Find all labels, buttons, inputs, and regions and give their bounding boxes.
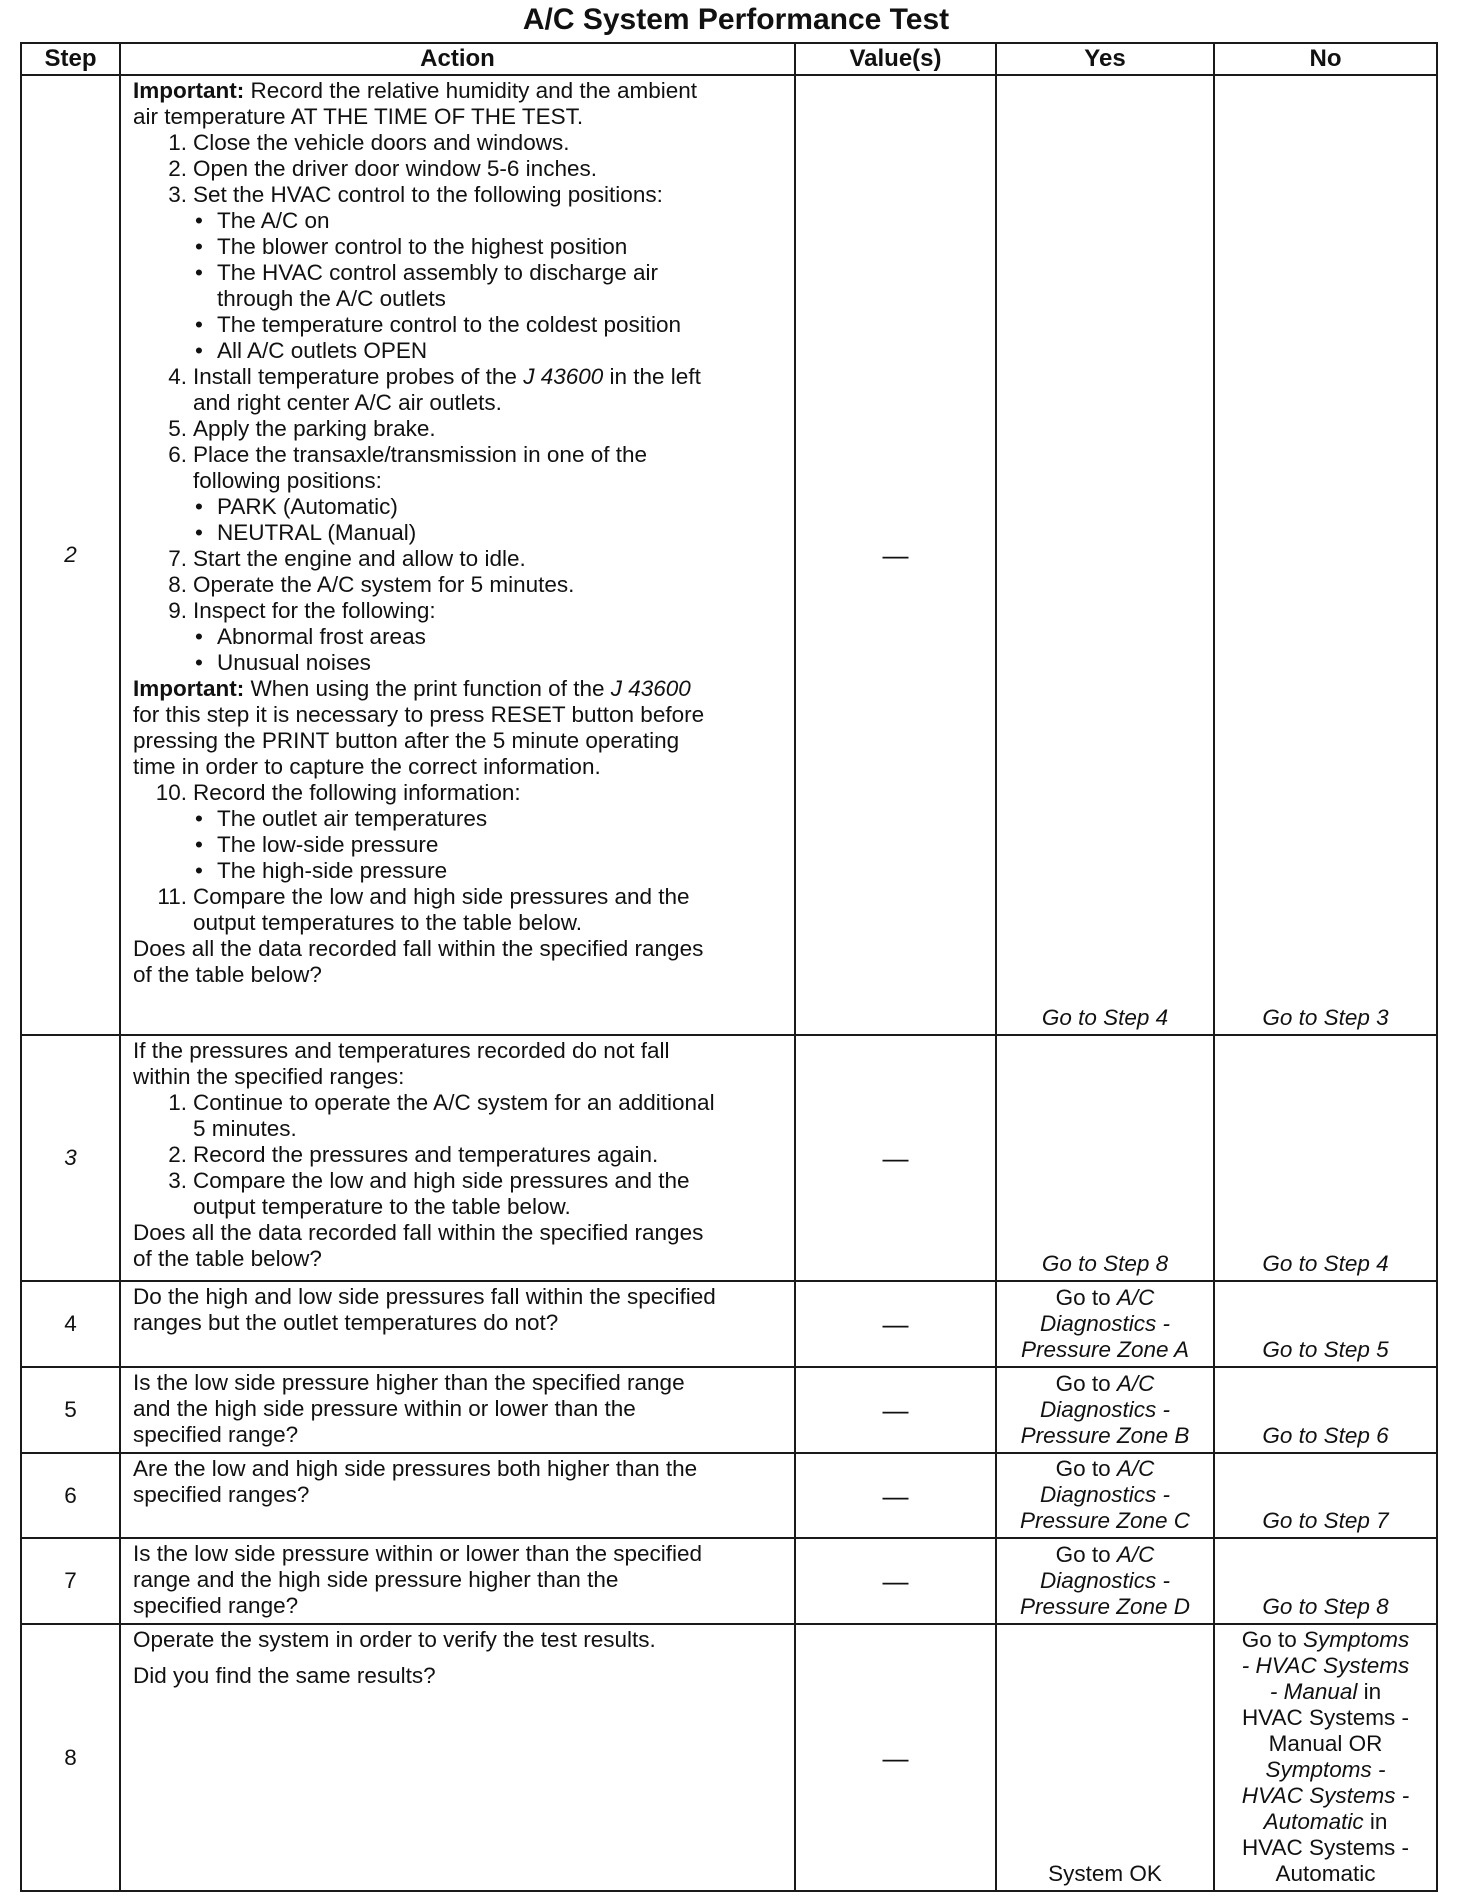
step-value: — — [795, 1538, 996, 1624]
step-number: 7 — [21, 1538, 120, 1624]
yes-result: Go to A/C Diagnostics - Pressure Zone C — [996, 1453, 1214, 1538]
performance-test-table — [20, 42, 1438, 1892]
header-values: Value(s) — [795, 43, 996, 75]
tool-reference: J 43600 — [610, 676, 691, 701]
no-result: Go to Step 3 — [1214, 75, 1437, 1035]
step-action: Important: Record the relative humidity and the ambient air temperature AT THE TIME OF THE TEST. 1. Close the vehicle doors and windows. 2. Open the driver door window 5-6 inches. 3. Set the HVAC control to the following positions: • The A/C on • The blower control to the highest position • The HVAC control assembly to discharge air through the A/C outlets • The temperature control to the coldest position • All A/C outlets OPEN 4. Install temperature probes of the J 43600 in the left and right center A/C air outlets. 5. Apply the parking brake. 6. Place the transaxle/transmission in one of the following positions: • PARK (Automatic) • NEUTRAL (Manual) 7. Start the engine and allow to idle. 8. Operate the A/C system for 5 minutes. 9. Inspect for the following: • Abnormal frost areas • Unusual noises Important: When using the print function of the J 43600 for this step it is necessary to press RESET button before pressing the PRINT button after the 5 minute operating time in order to capture the correct information. 10. Record the following information: • The outlet air temperatures • The low-side pressure • The high-side pressure 11. Compare the low and high side pressures and the output temperatures to the table below. Does all the data recorded fall within the specified ranges of the table below? — [120, 75, 795, 1035]
step-action: Do the high and low side pressures fall within the specified ranges but the outlet temperatures do not? — [120, 1281, 795, 1367]
yes-result: System OK — [996, 1624, 1214, 1891]
step-value: — — [795, 1035, 996, 1281]
step-number: 5 — [21, 1367, 120, 1453]
table-row-step-4 — [21, 1281, 1437, 1367]
step-value: — — [795, 1367, 996, 1453]
step-value: — — [795, 75, 996, 1035]
important-label: Important: — [133, 78, 245, 103]
step-value: — — [795, 1281, 996, 1367]
step-value: — — [795, 1624, 996, 1891]
header-step: Step — [21, 43, 120, 75]
step-number: 8 — [21, 1624, 120, 1891]
page-title: A/C System Performance Test — [522, 3, 950, 36]
table-row-step-5 — [21, 1367, 1437, 1453]
yes-result: Go to Step 4 — [996, 75, 1214, 1035]
step-number: 6 — [21, 1453, 120, 1538]
header-no: No — [1214, 43, 1437, 75]
tool-reference: J 43600 — [523, 364, 604, 389]
table-row-step-8 — [21, 1624, 1437, 1891]
table-row-step-7 — [21, 1538, 1437, 1624]
no-result: Go to Step 5 — [1214, 1281, 1437, 1367]
step-action: Are the low and high side pressures both higher than the specified ranges? — [120, 1453, 795, 1538]
no-result: Go to Step 6 — [1214, 1367, 1437, 1453]
yes-result: Go to Step 8 — [996, 1035, 1214, 1281]
important-label: Important: — [133, 676, 245, 701]
no-result: Go to Step 4 — [1214, 1035, 1437, 1281]
step-action: Operate the system in order to verify the test results. Did you find the same results? — [120, 1624, 795, 1891]
table-row-step-3 — [21, 1035, 1437, 1281]
no-result: Go to Symptoms - HVAC Systems - Manual in HVAC Systems - Manual OR Symptoms - HVAC Systems - Automatic in HVAC Systems - Automatic — [1214, 1624, 1437, 1891]
no-result: Go to Step 8 — [1214, 1538, 1437, 1624]
yes-result: Go to A/C Diagnostics - Pressure Zone B — [996, 1367, 1214, 1453]
step-action: Is the low side pressure within or lower than the specified range and the high side pressure higher than the specified range? — [120, 1538, 795, 1624]
yes-result: Go to A/C Diagnostics - Pressure Zone D — [996, 1538, 1214, 1624]
step-number: 3 — [21, 1035, 120, 1281]
yes-result: Go to A/C Diagnostics - Pressure Zone A — [996, 1281, 1214, 1367]
table-header-row — [21, 43, 1437, 75]
step-value: — — [795, 1453, 996, 1538]
step-number: 2 — [21, 75, 120, 1035]
step-action: Is the low side pressure higher than the specified range and the high side pressure within or lower than the specified range? — [120, 1367, 795, 1453]
header-yes: Yes — [996, 43, 1214, 75]
no-result: Go to Step 7 — [1214, 1453, 1437, 1538]
table-row-step-6 — [21, 1453, 1437, 1538]
step-action: If the pressures and temperatures recorded do not fall within the specified ranges: 1. Continue to operate the A/C system for an additional 5 minutes. 2. Record the pressures and temperatures again. 3. Compare the low and high side pressures and the output temperature to the table below. Does all the data recorded fall within the specified ranges of the table below? — [120, 1035, 795, 1281]
table-row-step-2 — [21, 75, 1437, 1035]
header-action: Action — [120, 43, 795, 75]
step-number: 4 — [21, 1281, 120, 1367]
